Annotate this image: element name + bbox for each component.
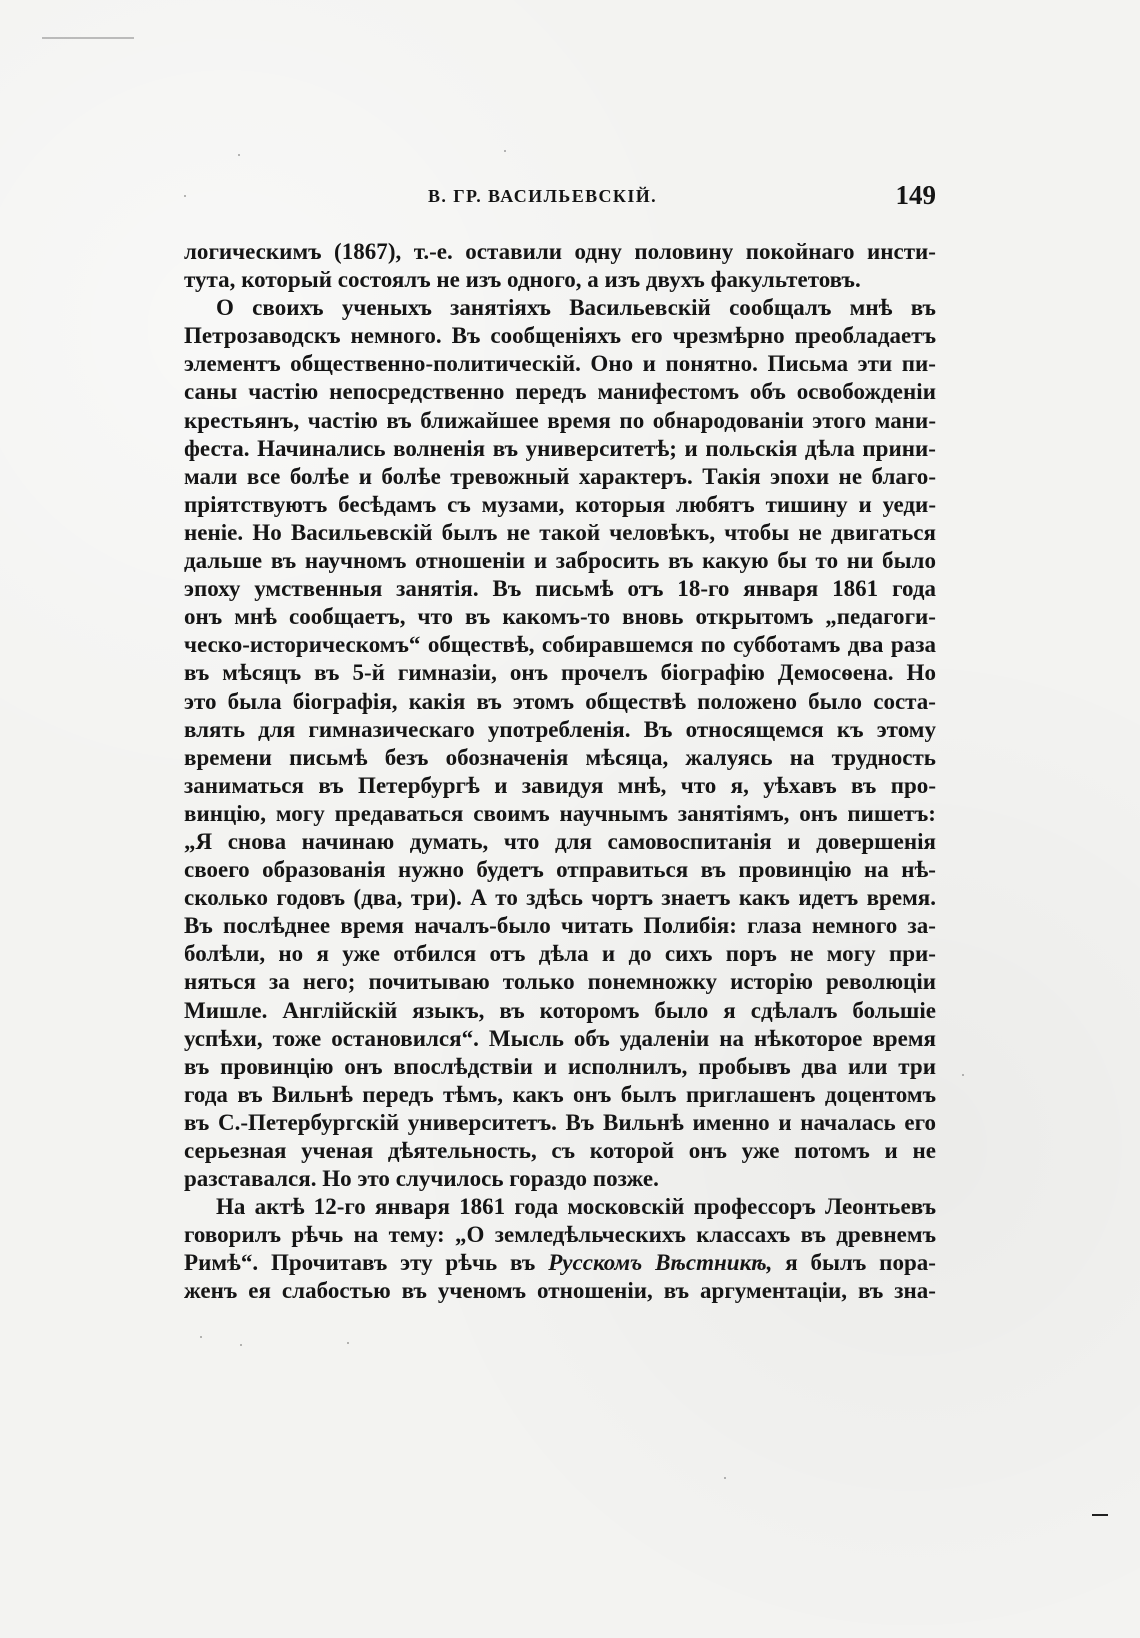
- text-line: въ С.-Петербургскій университетъ. Въ Вильнѣ именно и началась его: [184, 1109, 936, 1135]
- top-scan-rule: [42, 37, 134, 39]
- page-number: 149: [895, 180, 936, 210]
- text-line: саны частію непосредственно передъ манифестомъ объ освобожденіи: [184, 379, 936, 405]
- text-line: винцію, могу предаваться своимъ научнымъ занятіямъ, онъ пишетъ:: [184, 800, 936, 826]
- text-line: элементъ общественно-политическій. Оно и понятно. Письма эти пи-: [184, 351, 936, 377]
- text-line: мали все болѣе и болѣе тревожный характеръ. Такія эпохи не благо-: [184, 463, 936, 489]
- text-line: сколько годовъ (два, три). А то здѣсь чортъ знаетъ какъ идетъ время.: [184, 885, 936, 911]
- text-line: въ мѣсяцъ въ 5-й гимназіи, онъ прочелъ біографію Демосѳена. Но: [184, 660, 936, 686]
- scan-speck: [347, 1342, 349, 1344]
- text-line: серьезная ученая дѣятельность, съ которой онъ уже потомъ и не: [184, 1138, 936, 1163]
- italic-journal-title: Русскомъ Вѣстникѣ,: [548, 1250, 773, 1276]
- text-line: крестьянъ, частію въ ближайшее время по обнародованіи этого мани-: [184, 407, 936, 433]
- scan-speck: [200, 1336, 202, 1338]
- text-line: ческо-историческомъ“ обществѣ, собиравшемся по субботамъ два раза: [184, 632, 936, 658]
- text-line: это была біографія, какія въ этомъ обществѣ положено было соста-: [184, 688, 936, 714]
- scan-speck: [238, 154, 240, 156]
- running-title: В. ГР. ВАСИЛЬЕВСКІЙ.: [428, 186, 658, 206]
- bottom-scan-mark: [1092, 1514, 1108, 1516]
- text-line: феста. Начинались волненія въ университетѣ; и польскія дѣла прини-: [184, 435, 936, 461]
- text-line: женъ ея слабостью въ ученомъ отношеніи, въ аргументаціи, въ зна-: [184, 1278, 936, 1304]
- text-line-with-italic-title: [184, 1249, 936, 1277]
- scan-speck: [962, 1074, 964, 1076]
- text-fragment: Римѣ“. Прочитавъ эту рѣчь въ: [184, 1250, 536, 1276]
- text-line: О своихъ ученыхъ занятіяхъ Васильевскій сообщалъ мнѣ въ: [216, 295, 936, 321]
- text-line: дальше въ научномъ отношеніи и забросить въ какую бы то ни было: [184, 548, 936, 574]
- text-fragment: я былъ пора-: [785, 1250, 936, 1276]
- text-line: няться за него; почитываю только понемножку исторію революціи: [184, 969, 936, 995]
- text-line: времени письмѣ безъ обозначенія мѣсяца, жалуясь на трудность: [184, 744, 936, 770]
- text-line: разставался. Но это случилось гораздо позже.: [184, 1166, 659, 1192]
- text-line: года въ Вильнѣ передъ тѣмъ, какъ онъ былъ приглашенъ доцентомъ: [184, 1081, 936, 1107]
- text-line: заниматься въ Петербургѣ и завидуя мнѣ, что я, уѣхавъ въ про-: [184, 772, 936, 798]
- text-line: болѣли, но я уже отбился отъ дѣла и до сихъ поръ не могу при-: [184, 941, 936, 967]
- text-line: влять для гимназическаго употребленія. Въ относящемся къ этому: [184, 716, 936, 742]
- scan-speck: [504, 150, 506, 152]
- text-line: Петрозаводскъ немного. Въ сообщеніяхъ его чрезмѣрно преобладаетъ: [184, 323, 936, 349]
- text-line: въ провинцію онъ впослѣдствіи и исполнилъ, пробывъ два или три: [184, 1053, 936, 1079]
- text-line: „Я снова начинаю думать, что для самовоспитанія и довершенія: [184, 828, 936, 854]
- text-line: логическимъ (1867), т.-е. оставили одну половину покойнаго инсти-: [184, 239, 936, 264]
- text-line: говорилъ рѣчь на тему: „О земледѣльческихъ классахъ въ древнемъ: [184, 1222, 936, 1248]
- text-line: На актѣ 12-го января 1861 года московскій профессоръ Леонтьевъ: [216, 1194, 936, 1220]
- text-line: эпоху умственныя занятія. Въ письмѣ отъ 18-го января 1861 года: [184, 576, 936, 602]
- scan-speck: [724, 1477, 726, 1479]
- text-line: Въ послѣднее время началъ-было читать Полибія: глаза немного за-: [184, 913, 936, 939]
- main-text: [184, 238, 936, 1306]
- scan-speck: [240, 1344, 242, 1346]
- text-line: успѣхи, тоже остановился“. Мысль объ удаленіи на нѣкоторое время: [184, 1025, 936, 1051]
- text-line: Мишле. Англійскій языкъ, въ которомъ было я сдѣлалъ большіе: [184, 997, 936, 1023]
- text-line: своего образованія нужно будетъ отправиться въ провинцію на нѣ-: [184, 857, 936, 883]
- text-line: тута, который состоялъ не изъ одного, а изъ двухъ факультетовъ.: [184, 267, 861, 293]
- text-line: неніе. Но Васильевскій былъ не такой человѣкъ, чтобы не двигаться: [184, 519, 936, 545]
- text-line: онъ мнѣ сообщаетъ, что въ какомъ-то вновь открытомъ „педагоги-: [184, 604, 936, 630]
- text-line: пріятствуютъ бесѣдамъ съ музами, которыя любятъ тишину и уеди-: [184, 491, 936, 517]
- page-header: [184, 180, 936, 216]
